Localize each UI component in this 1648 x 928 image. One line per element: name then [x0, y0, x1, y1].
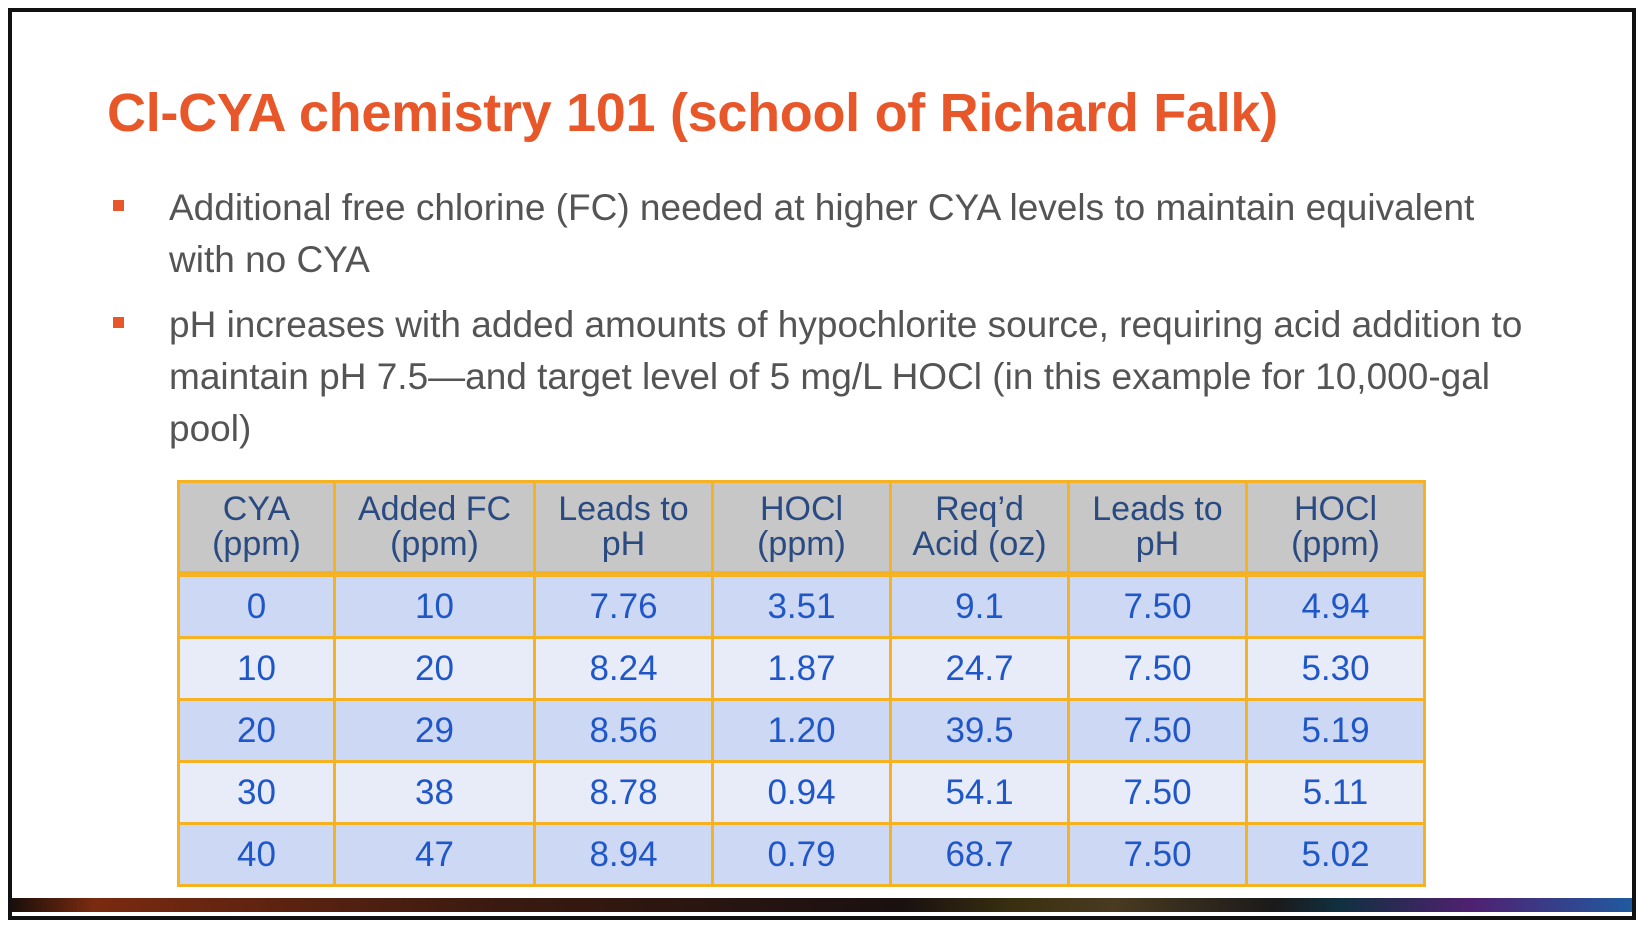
table-cell: 10 — [179, 638, 335, 700]
table-cell: 7.50 — [1069, 824, 1247, 886]
table-cell: 39.5 — [891, 700, 1069, 762]
table-cell: 7.50 — [1069, 638, 1247, 700]
bullet-item — [107, 182, 1527, 286]
table-cell: 5.02 — [1247, 824, 1425, 886]
slide-title: Cl-CYA chemistry 101 (school of Richard Falk) — [107, 83, 1278, 143]
table-header-row — [179, 482, 1425, 575]
table-cell: 8.94 — [535, 824, 713, 886]
footer-color-bar — [12, 898, 1632, 912]
table-cell: 20 — [179, 700, 335, 762]
table-cell: 38 — [335, 762, 535, 824]
table-cell: 0 — [179, 574, 335, 638]
table-cell: 9.1 — [891, 574, 1069, 638]
table-cell: 40 — [179, 824, 335, 886]
table-row — [179, 762, 1425, 824]
table-cell: 0.94 — [713, 762, 891, 824]
table-cell: 1.20 — [713, 700, 891, 762]
slide — [8, 8, 1636, 920]
cya-chlorine-table — [177, 480, 1426, 887]
table-cell: 8.24 — [535, 638, 713, 700]
table-cell: 4.94 — [1247, 574, 1425, 638]
table-cell: 30 — [179, 762, 335, 824]
table-row — [179, 824, 1425, 886]
table-row — [179, 700, 1425, 762]
table-cell: 54.1 — [891, 762, 1069, 824]
table-row — [179, 574, 1425, 638]
column-header-cya: CYA (ppm) — [179, 482, 335, 575]
column-header-hocl-adjusted: HOCl (ppm) — [1247, 482, 1425, 575]
table-cell: 7.76 — [535, 574, 713, 638]
bullet-item — [107, 299, 1527, 455]
column-header-leads-to-ph-adjusted: Leads to pH — [1069, 482, 1247, 575]
table-cell: 0.79 — [713, 824, 891, 886]
column-header-reqd-acid: Req’d Acid (oz) — [891, 482, 1069, 575]
bullet-text: Additional free chlorine (FC) needed at higher CYA levels to maintain equivalent with no CYA — [169, 187, 1475, 280]
table-cell: 7.50 — [1069, 762, 1247, 824]
table-row — [179, 638, 1425, 700]
square-bullet-icon — [113, 200, 124, 211]
table-cell: 68.7 — [891, 824, 1069, 886]
table-cell: 24.7 — [891, 638, 1069, 700]
table-cell: 3.51 — [713, 574, 891, 638]
table-cell: 20 — [335, 638, 535, 700]
table-cell: 7.50 — [1069, 574, 1247, 638]
table-cell: 47 — [335, 824, 535, 886]
column-header-hocl: HOCl (ppm) — [713, 482, 891, 575]
table-cell: 10 — [335, 574, 535, 638]
table-cell: 7.50 — [1069, 700, 1247, 762]
table-cell: 1.87 — [713, 638, 891, 700]
table-cell: 8.78 — [535, 762, 713, 824]
bullet-list — [107, 182, 1527, 468]
column-header-added-fc: Added FC (ppm) — [335, 482, 535, 575]
table-cell: 8.56 — [535, 700, 713, 762]
table-cell: 5.19 — [1247, 700, 1425, 762]
square-bullet-icon — [113, 317, 124, 328]
column-header-leads-to-ph: Leads to pH — [535, 482, 713, 575]
table-cell: 29 — [335, 700, 535, 762]
data-table-container — [177, 480, 1426, 887]
table-cell: 5.11 — [1247, 762, 1425, 824]
table-cell: 5.30 — [1247, 638, 1425, 700]
bullet-text: pH increases with added amounts of hypochlorite source, requiring acid addition to maintain pH 7.5—and target level of 5 mg/L HOCl (in this example for 10,000-gal pool) — [169, 304, 1523, 449]
